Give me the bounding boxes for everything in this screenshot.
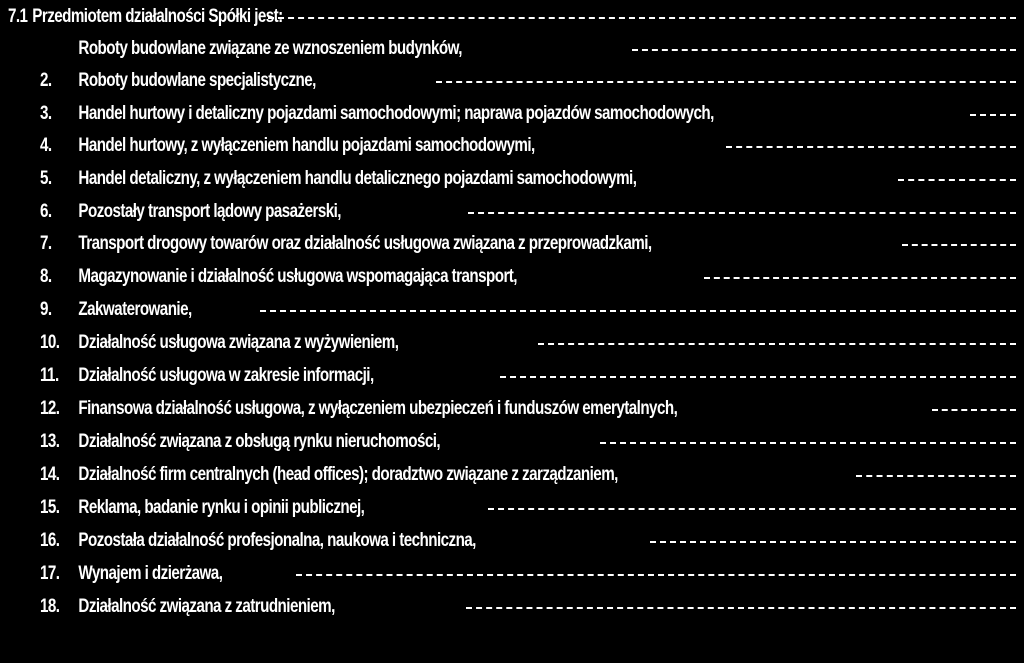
item-number: 17. — [40, 563, 60, 584]
item-text: Działalność usługowa związana z wyżywieniem, — [78, 332, 399, 353]
list-item-line — [40, 164, 859, 194]
list-item — [0, 295, 1024, 325]
list-item — [0, 427, 1024, 457]
item-text: Działalność firm centralnych (head offices); doradztwo związane z zarządzaniem, — [78, 464, 618, 485]
dash-leader — [466, 607, 1016, 609]
dash-leader — [500, 376, 1016, 378]
item-number: 7. — [40, 233, 52, 254]
dash-leader — [632, 49, 1016, 51]
dash-leader — [650, 541, 1016, 543]
item-number: 18. — [40, 596, 60, 617]
item-text: Wynajem i dzierżawa, — [78, 563, 223, 584]
item-number: 3. — [40, 103, 52, 124]
item-text: Transport drogowy towarów oraz działalność usługowa związana z przeprowadzkami, — [78, 233, 652, 254]
list-item — [0, 460, 1024, 490]
list-item — [0, 493, 1024, 523]
dash-leader — [296, 574, 1016, 576]
item-text: Handel hurtowy i detaliczny pojazdami samochodowymi; naprawa pojazdów samochodowych, — [78, 103, 714, 124]
list-item — [0, 66, 1024, 96]
item-number: 5. — [40, 168, 52, 189]
item-number: 8. — [40, 266, 52, 287]
item-number: 11. — [40, 365, 59, 386]
list-item — [0, 328, 1024, 358]
item-number: 12. — [40, 398, 60, 419]
dash-leader — [726, 146, 1016, 148]
item-text: Pozostała działalność profesjonalna, naukowa i techniczna, — [78, 530, 476, 551]
item-text: Handel hurtowy, z wyłączeniem handlu pojazdami samochodowymi, — [78, 135, 535, 156]
item-text: Działalność związana z obsługą rynku nieruchomości, — [78, 431, 441, 452]
list-item — [0, 197, 1024, 227]
item-text: Zakwaterowanie, — [78, 299, 192, 320]
list-item — [0, 559, 1024, 589]
dash-leader — [856, 475, 1016, 477]
heading-row — [0, 2, 1024, 32]
item-text: Pozostały transport lądowy pasażerski, — [78, 201, 341, 222]
dash-leader — [902, 244, 1016, 246]
item-number: 2. — [40, 70, 52, 91]
item-number: 16. — [40, 530, 60, 551]
dash-leader — [898, 179, 1016, 181]
dash-leader — [538, 343, 1016, 345]
item-text: Reklama, badanie rynku i opinii publicznej, — [78, 497, 365, 518]
heading-number: 7.1 — [8, 6, 28, 27]
list-item — [0, 262, 1024, 292]
list-item — [0, 164, 1024, 194]
heading-text: Przedmiotem działalności Spółki jest: — [32, 6, 283, 27]
item-number: 4. — [40, 135, 52, 156]
heading-dash-leader — [268, 17, 1016, 19]
list-item — [0, 526, 1024, 556]
list-item — [0, 592, 1024, 622]
item-number: 14. — [40, 464, 60, 485]
item-number: 13. — [40, 431, 60, 452]
item-text: Roboty budowlane specjalistyczne, — [78, 70, 316, 91]
list-item — [0, 131, 1024, 161]
list-item-partial — [0, 626, 1024, 656]
dash-leader — [260, 310, 1016, 312]
list-item — [0, 361, 1024, 391]
item-number: 15. — [40, 497, 60, 518]
list-item-line — [40, 460, 859, 490]
list-item — [0, 394, 1024, 424]
dash-leader — [932, 409, 1016, 411]
list-item — [0, 99, 1024, 129]
item-text: Magazynowanie i działalność usługowa wspomagająca transport, — [78, 266, 517, 287]
dash-leader — [468, 212, 1016, 214]
item-number: 9. — [40, 299, 52, 320]
dash-leader — [704, 277, 1016, 279]
list-item-line — [40, 394, 859, 424]
list-item-line — [40, 99, 859, 129]
list-item-line — [40, 229, 859, 259]
dash-leader — [600, 442, 1016, 444]
item-text: Finansowa działalność usługowa, z wyłączeniem ubezpieczeń i funduszów emerytalnych, — [78, 398, 678, 419]
item-number: 6. — [40, 201, 52, 222]
item-text: Handel detaliczny, z wyłączeniem handlu detalicznego pojazdami samochodowymi, — [78, 168, 637, 189]
item-text: Działalność usługowa w zakresie informacji, — [78, 365, 374, 386]
item-text: Roboty budowlane związane ze wznoszeniem budynków, — [78, 38, 462, 59]
dash-leader — [488, 508, 1016, 510]
item-text: Działalność związana z zatrudnieniem, — [78, 596, 335, 617]
item-number: 10. — [40, 332, 60, 353]
dash-leader — [436, 81, 1016, 83]
list-item — [0, 229, 1024, 259]
list-item — [0, 34, 1024, 64]
dash-leader — [970, 114, 1016, 116]
